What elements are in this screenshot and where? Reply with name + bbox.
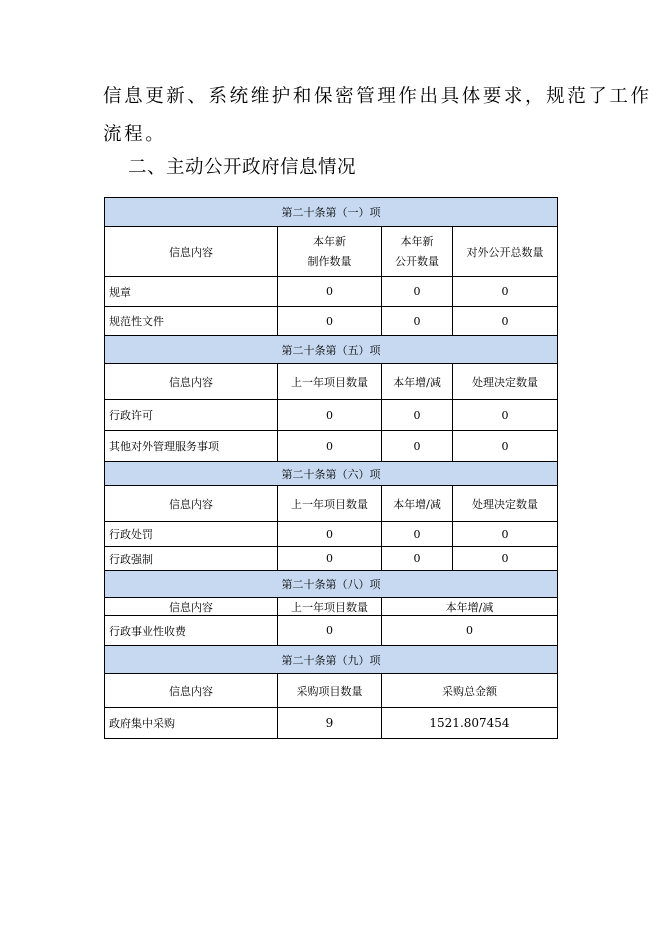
header-line: 本年新: [313, 234, 346, 248]
header-cell: 上一年项目数量: [278, 486, 382, 522]
table-row: [105, 708, 558, 739]
header-cell: 本年增/减: [382, 486, 453, 522]
table-row: [105, 431, 558, 462]
header-cell: 采购项目数量: [278, 674, 382, 708]
body-paragraph: [103, 78, 652, 154]
row-value: 0: [382, 616, 558, 646]
row-value: 0: [382, 547, 453, 571]
row-value: 0: [382, 431, 453, 462]
header-cell: [278, 227, 382, 277]
row-value: 0: [278, 522, 382, 547]
row-value: 0: [278, 616, 382, 646]
header-cell: 信息内容: [105, 364, 278, 400]
section-heading: 二、主动公开政府信息情况: [128, 157, 357, 178]
row-value: 0: [278, 547, 382, 571]
table-row: [105, 522, 558, 547]
table-row: [105, 400, 558, 431]
header-cell: 采购总金额: [382, 674, 558, 708]
table-row: [105, 307, 558, 336]
row-value: 0: [278, 277, 382, 307]
table-row: [105, 547, 558, 571]
row-value: 0: [382, 522, 453, 547]
header-line: 制作数量: [307, 254, 352, 268]
row-value: 0: [278, 400, 382, 431]
section-title-1: 第二十条第（一）项: [105, 198, 558, 227]
row-value: 0: [278, 431, 382, 462]
header-cell: 信息内容: [105, 227, 278, 277]
row-label: 政府集中采购: [105, 708, 278, 739]
row-label: 行政许可: [105, 400, 278, 431]
row-value: 1521.807454: [382, 708, 558, 739]
header-cell: 上一年项目数量: [278, 364, 382, 400]
row-label: 规章: [105, 277, 278, 307]
section-title-4: 第二十条第（八）项: [105, 571, 558, 598]
row-label: 行政事业性收费: [105, 616, 278, 646]
row-value: 0: [382, 400, 453, 431]
header-cell: 上一年项目数量: [278, 598, 382, 616]
section-title-2: 第二十条第（五）项: [105, 336, 558, 364]
disclosure-table: [104, 197, 558, 739]
table-row: [105, 616, 558, 646]
header-cell: 本年增/减: [382, 598, 558, 616]
row-value: 0: [453, 547, 558, 571]
header-cell: 处理决定数量: [453, 364, 558, 400]
header-line: 公开数量: [395, 254, 439, 268]
row-value: 0: [453, 277, 558, 307]
header-cell: 信息内容: [105, 598, 278, 616]
row-label: 行政强制: [105, 547, 278, 571]
section-title-3: 第二十条第（六）项: [105, 462, 558, 486]
row-value: 0: [453, 400, 558, 431]
row-label: 规范性文件: [105, 307, 278, 336]
header-line: 本年新: [400, 234, 434, 248]
row-label: 行政处罚: [105, 522, 278, 547]
row-value: 0: [453, 307, 558, 336]
row-value: 0: [382, 277, 453, 307]
header-cell: [382, 227, 453, 277]
row-value: 0: [453, 522, 558, 547]
row-value: 0: [453, 431, 558, 462]
paragraph-line-1: 信息更新、系统维护和保密管理作出具体要求，规范了工作: [103, 86, 652, 107]
row-value: 9: [278, 708, 382, 739]
row-label: 其他对外管理服务事项: [105, 431, 278, 462]
header-cell: 信息内容: [105, 674, 278, 708]
section-title-5: 第二十条第（九）项: [105, 646, 558, 674]
header-cell: 处理决定数量: [453, 486, 558, 522]
header-cell: 对外公开总数量: [453, 227, 558, 277]
table-row: [105, 277, 558, 307]
row-value: 0: [382, 307, 453, 336]
row-value: 0: [278, 307, 382, 336]
header-cell: 本年增/减: [382, 364, 453, 400]
paragraph-line-2: 流程。: [103, 124, 167, 145]
header-cell: 信息内容: [105, 486, 278, 522]
